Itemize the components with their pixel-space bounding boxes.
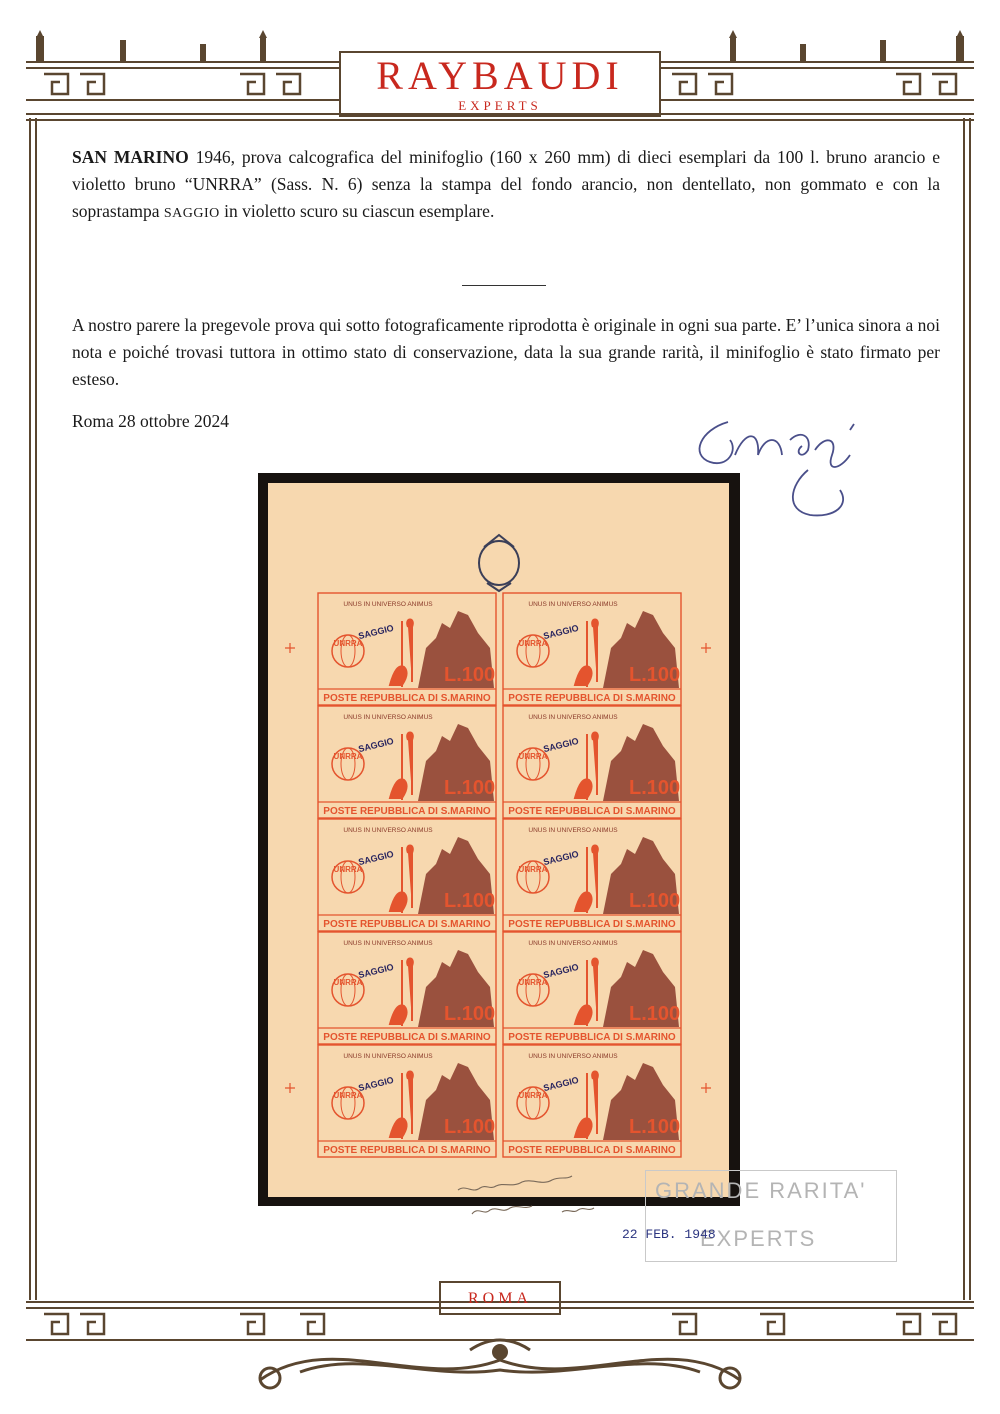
saggio-overprint: SAGGIO bbox=[357, 848, 395, 868]
stamp-country-text: POSTE REPUBBLICA DI S.MARINO bbox=[508, 693, 676, 704]
stamp-country-text: POSTE REPUBBLICA DI S.MARINO bbox=[508, 806, 676, 817]
stamp-value: L.100 bbox=[444, 1116, 496, 1138]
stamp-motto: UNUS IN UNIVERSO ANIMUS bbox=[343, 1053, 433, 1060]
stamp-emblem-text: UNRRA bbox=[333, 978, 363, 987]
saggio-overprint: SAGGIO bbox=[542, 1074, 580, 1094]
country-name: SAN MARINO bbox=[72, 147, 189, 167]
certificate-paragraph-1 bbox=[72, 144, 940, 227]
overprint-word: SAGGIO bbox=[163, 206, 220, 221]
stamp-motto: UNUS IN UNIVERSO ANIMUS bbox=[528, 601, 618, 608]
saggio-overprint: SAGGIO bbox=[542, 961, 580, 981]
registration-mark bbox=[701, 643, 711, 653]
stamp-emblem-text: UNRRA bbox=[518, 639, 548, 648]
stamp-value: L.100 bbox=[444, 1003, 496, 1025]
certificate-paragraph-2: A nostro parere la pregevole prova qui sotto fotograficamente riprodotta è originale in ogni sua parte. E’ l’unica sinora a noi nota e poiché trovasi tuttora in ottimo stato di conservazione, data la sua grande rarità, il minifoglio è stato firmato per esteso. bbox=[72, 315, 940, 389]
stamp-emblem-text: UNRRA bbox=[518, 865, 548, 874]
stamp-country-text: POSTE REPUBBLICA DI S.MARINO bbox=[323, 919, 491, 930]
stamp-emblem-text: UNRRA bbox=[518, 1091, 548, 1100]
stamp-value: L.100 bbox=[629, 1116, 681, 1138]
coat-of-arms-icon bbox=[479, 541, 519, 585]
stamp-emblem-text: UNRRA bbox=[333, 639, 363, 648]
stamp-country-text: POSTE REPUBBLICA DI S.MARINO bbox=[323, 806, 491, 817]
description-part-2: in violetto scuro su ciascun esemplare. bbox=[219, 201, 495, 221]
minisheet-proof bbox=[268, 483, 729, 1197]
saggio-overprint: SAGGIO bbox=[542, 848, 580, 868]
stamp-country-text: POSTE REPUBBLICA DI S.MARINO bbox=[323, 1145, 491, 1156]
saggio-overprint: SAGGIO bbox=[542, 735, 580, 755]
stamp-motto: UNUS IN UNIVERSO ANIMUS bbox=[528, 714, 618, 721]
brand-title: RAYBAUDI bbox=[376, 53, 624, 98]
saggio-overprint: SAGGIO bbox=[542, 622, 580, 642]
separator-line bbox=[462, 285, 546, 286]
handwritten-note bbox=[452, 1172, 622, 1232]
stamp-value: L.100 bbox=[444, 664, 496, 686]
stamp-value: L.100 bbox=[629, 664, 681, 686]
stamp-emblem-text: UNRRA bbox=[333, 865, 363, 874]
minisheet-drawing bbox=[268, 483, 729, 1197]
date-stamp: 22 FEB. 1948 bbox=[622, 1227, 716, 1242]
stamp-country-text: POSTE REPUBBLICA DI S.MARINO bbox=[508, 919, 676, 930]
stamp-motto: UNUS IN UNIVERSO ANIMUS bbox=[343, 601, 433, 608]
grande-rarita-stamp: GRANDE RARITA' bbox=[655, 1178, 867, 1203]
stamp-motto: UNUS IN UNIVERSO ANIMUS bbox=[528, 940, 618, 947]
footer-city: ROMA bbox=[467, 1290, 532, 1307]
registration-mark bbox=[285, 643, 295, 653]
stamp-country-text: POSTE REPUBBLICA DI S.MARINO bbox=[323, 1032, 491, 1043]
stamp-emblem-text: UNRRA bbox=[333, 1091, 363, 1100]
stamp-motto: UNUS IN UNIVERSO ANIMUS bbox=[528, 827, 618, 834]
stamp-emblem-text: UNRRA bbox=[518, 752, 548, 761]
stamp-motto: UNUS IN UNIVERSO ANIMUS bbox=[343, 827, 433, 834]
stamp-value: L.100 bbox=[629, 1003, 681, 1025]
stamp-country-text: POSTE REPUBBLICA DI S.MARINO bbox=[323, 693, 491, 704]
stamp-emblem-text: UNRRA bbox=[518, 978, 548, 987]
certificate-date: Roma 28 ottobre 2024 bbox=[72, 411, 229, 431]
description-part-1: 1946, prova calcografica del minifoglio (160 x 260 mm) di dieci esemplari da 100 l. bruno arancio e violetto bruno “UNRRA” (Sass. N. 6) senza la stampa del fondo arancio, non dentellato, non gommato e con la soprastampa bbox=[72, 147, 940, 221]
stamp-country-text: POSTE REPUBBLICA DI S.MARINO bbox=[508, 1032, 676, 1043]
stamp-value: L.100 bbox=[444, 777, 496, 799]
saggio-overprint: SAGGIO bbox=[357, 735, 395, 755]
registration-mark bbox=[285, 1083, 295, 1093]
experts-stamp: EXPERTS bbox=[700, 1226, 817, 1251]
stamp-motto: UNUS IN UNIVERSO ANIMUS bbox=[343, 714, 433, 721]
saggio-overprint: SAGGIO bbox=[357, 1074, 395, 1094]
stamp-motto: UNUS IN UNIVERSO ANIMUS bbox=[528, 1053, 618, 1060]
stamp-country-text: POSTE REPUBBLICA DI S.MARINO bbox=[508, 1145, 676, 1156]
saggio-overprint: SAGGIO bbox=[357, 961, 395, 981]
stamp-emblem-text: UNRRA bbox=[333, 752, 363, 761]
stamp-value: L.100 bbox=[629, 890, 681, 912]
brand-header bbox=[340, 54, 660, 114]
registration-mark bbox=[701, 1083, 711, 1093]
brand-subtitle: EXPERTS bbox=[458, 98, 542, 113]
stamp-motto: UNUS IN UNIVERSO ANIMUS bbox=[343, 940, 433, 947]
saggio-overprint: SAGGIO bbox=[357, 622, 395, 642]
stamp-value: L.100 bbox=[444, 890, 496, 912]
stamp-value: L.100 bbox=[629, 777, 681, 799]
